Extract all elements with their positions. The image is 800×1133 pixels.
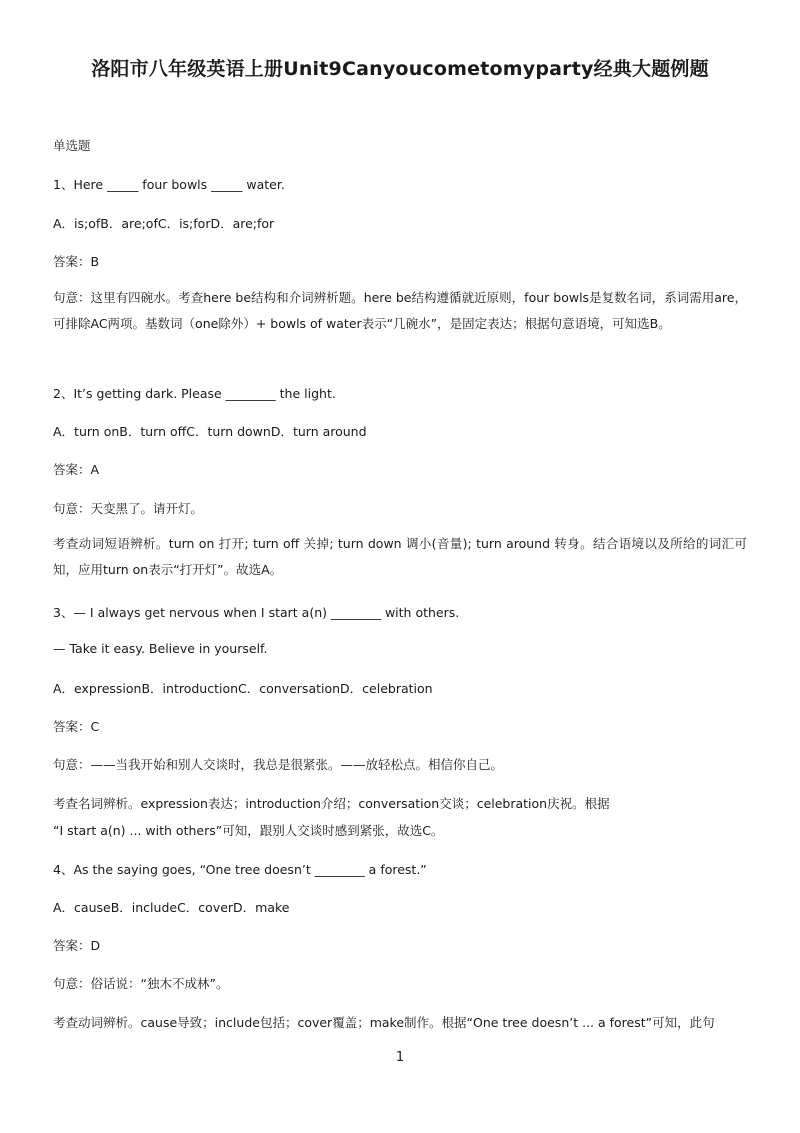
question-2-answer: 答案：A bbox=[53, 462, 100, 477]
question-2-explanation: 考查动词短语辨析。turn on 打开; turn off 关掉; turn down 调小(音量); turn around 转身。结合语境以及所给的词汇可知，应用turn on表示“打开灯”。故选A。 bbox=[53, 536, 747, 577]
question-1-options: A．is;ofB．are;ofC．is;forD．are;for bbox=[53, 216, 275, 231]
question-3-explanation-line2: “I start a(n) ... with others”可知，跟别人交谈时感到紧张，故选C。 bbox=[53, 823, 444, 838]
question-3-answer: 答案：C bbox=[53, 719, 100, 734]
question-4-stem: 4、As the saying goes, “One tree doesn’t ________ a forest.” bbox=[53, 862, 427, 877]
question-3-meaning: 句意：——当我开始和别人交谈时，我总是很紧张。——放轻松点。相信你自己。 bbox=[53, 757, 504, 772]
question-4-meaning: 句意：俗话说：“独木不成林”。 bbox=[53, 976, 229, 991]
question-4-options: A．causeB．includeC．coverD．make bbox=[53, 900, 290, 915]
document-title: 洛阳市八年级英语上册Unit9Canyoucometomyparty经典大题例题 bbox=[91, 58, 709, 80]
question-3-explanation-line1: 考查名词辨析。expression表达；introduction介绍；conversation交谈；celebration庆祝。根据 bbox=[53, 796, 610, 811]
question-2-options: A．turn onB．turn offC．turn downD．turn around bbox=[53, 424, 367, 439]
question-4-explanation: 考查动词辨析。cause导致；include包括；cover覆盖；make制作。根据“One tree doesn’t ... a forest”可知，此句 bbox=[53, 1015, 715, 1030]
question-2-stem: 2、It’s getting dark. Please ________ the light. bbox=[53, 386, 336, 401]
question-1-explanation: 句意：这里有四碗水。考查here be结构和介词辨析题。here be结构遵循就近原则，four bowls是复数名词，系词需用are，可排除AC两项。基数词（one除外）+ bowls of water表示“几碗水”，是固定表达；根据句意语境，可知选B。 bbox=[53, 290, 747, 331]
question-1-answer: 答案：B bbox=[53, 254, 100, 269]
question-1-stem: 1、Here _____ four bowls _____ water. bbox=[53, 177, 285, 192]
question-4-answer: 答案：D bbox=[53, 938, 101, 953]
question-3-stem-reply: — Take it easy. Believe in yourself. bbox=[53, 641, 268, 656]
page-number: 1 bbox=[395, 1050, 405, 1065]
question-3-options: A．expressionB．introductionC．conversationD．celebration bbox=[53, 681, 433, 696]
question-2-meaning: 句意：天变黑了。请开灯。 bbox=[53, 501, 204, 516]
question-3-stem: 3、— I always get nervous when I start a(n) ________ with others. bbox=[53, 605, 460, 620]
section-heading: 单选题 bbox=[53, 138, 91, 153]
